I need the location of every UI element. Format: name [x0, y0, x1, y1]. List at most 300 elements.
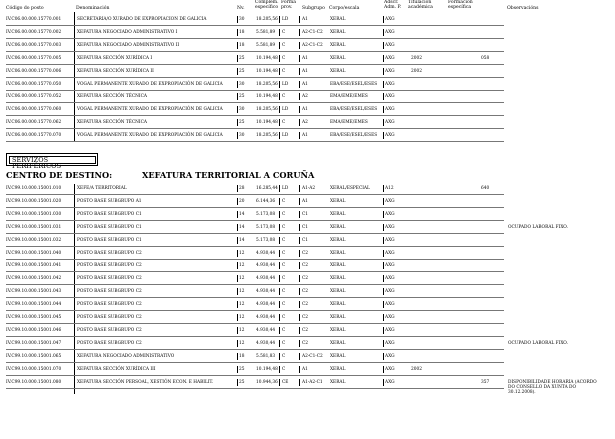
cell-border [383, 353, 384, 360]
lib-designation-box [296, 132, 303, 138]
cell-border [237, 106, 238, 113]
header-forma-line2: prov. [281, 5, 293, 10]
cell-nv: 12 [239, 340, 245, 346]
header-complemento [255, 0, 279, 10]
lib-designation-box [296, 81, 303, 87]
cell-border [383, 288, 384, 295]
cell-fp: C [282, 120, 286, 126]
lib-designation-box [296, 106, 303, 112]
cell-border [299, 288, 300, 295]
cell-nv: 12 [239, 315, 245, 320]
cell-corpo: XERAL [330, 237, 346, 243]
cell-border [279, 211, 280, 218]
cell-fp: C [282, 340, 286, 346]
cell-corpo: EMA/EME/EMES [330, 120, 368, 126]
cell-adscr: AXG [385, 198, 395, 204]
header-titulacion [408, 0, 433, 10]
cell-border [299, 366, 300, 373]
cell-border [299, 301, 300, 308]
cell-border [299, 198, 300, 205]
cell-adscr: AXG [385, 133, 395, 139]
cell-name: POSTO BASE SUBGRUPO C2 [77, 276, 142, 282]
cell-code: IV.C06.00.000.15770.062 [6, 120, 62, 126]
cell-border [299, 327, 300, 334]
cell-border [279, 29, 280, 36]
cell-name: XEFATURA SECCIÓN XURÍDICA I [77, 55, 153, 61]
cell-border [383, 224, 384, 231]
cell-sg: A1 [302, 366, 308, 372]
cell-nv: 18 [239, 29, 245, 35]
cell-fp: LD [282, 133, 289, 139]
cell-border [383, 327, 384, 334]
cell-adscr: AXG [385, 107, 395, 113]
cell-ce: 10.944,36 [256, 379, 278, 385]
row-divider [6, 388, 504, 389]
cell-border [383, 250, 384, 257]
cell-adscr: AXG [385, 263, 395, 269]
cell-border [279, 237, 280, 244]
cell-corpo: XERAL/ESPECIAL [330, 186, 370, 191]
cell-border [383, 379, 384, 386]
cell-border [279, 366, 280, 373]
cell-corpo: XERAL [330, 198, 346, 204]
cell-fp: C [282, 353, 286, 359]
cell-sg: A2-C1-C2 [302, 353, 323, 359]
cell-fp: C [282, 224, 286, 230]
cell-fp: CE [282, 379, 289, 385]
cell-ce: 4.930,44 [256, 263, 276, 269]
cell-form: 640 [481, 186, 490, 191]
cell-border [279, 55, 280, 62]
header-observacions: Observacións [507, 6, 539, 11]
cell-name: XEFATURA SECCIÓN XURÍDICA II [77, 68, 154, 74]
cell-border [383, 132, 384, 139]
cell-border [383, 275, 384, 282]
cell-code: IV.C99.10.000.15001.080 [6, 379, 62, 385]
cell-adscr: AXG [385, 250, 395, 256]
lib-designation-box [296, 16, 303, 22]
cell-border [299, 237, 300, 244]
cell-ce: 6.144,36 [256, 198, 276, 204]
cell-border [279, 353, 280, 360]
cell-ce: 18.205,56 [256, 17, 278, 22]
cell-border [279, 93, 280, 100]
cell-ce: 10.194,48 [256, 94, 278, 100]
cell-border [237, 42, 238, 49]
cell-border [237, 340, 238, 347]
cell-fp: LD [282, 107, 289, 113]
cell-border [237, 250, 238, 257]
row-divider [6, 90, 504, 91]
cell-sg: C2 [302, 263, 309, 269]
cell-adscr: AXG [385, 276, 395, 282]
cell-name: POSTO BASE SUBGRUPO C2 [77, 289, 142, 295]
cell-border [299, 262, 300, 269]
cell-fp: C [282, 42, 286, 48]
header-complemento-line1: Complem. [255, 0, 279, 5]
cell-border [383, 198, 384, 205]
cell-adscr: AXG [385, 29, 395, 35]
cell-border [279, 224, 280, 231]
cell-nv: 18 [239, 42, 245, 48]
cell-border [383, 185, 384, 192]
cell-border [279, 288, 280, 295]
cell-border [237, 366, 238, 373]
cell-corpo: XERAL [330, 42, 346, 48]
cell-border [279, 198, 280, 205]
cell-border [383, 314, 384, 321]
cell-adscr: AXG [385, 68, 395, 74]
cell-border [299, 93, 300, 100]
cell-form: 357 [481, 379, 490, 385]
cell-fp: C [282, 198, 286, 204]
cell-corpo: XERAL [330, 302, 346, 308]
cell-name: POSTO BASE SUBGRUPO C2 [77, 315, 142, 320]
cell-code: IV.C06.00.000.15770.003 [6, 42, 62, 48]
cell-nv: 12 [239, 302, 245, 308]
cell-fp: LD [282, 17, 289, 22]
row-divider [6, 194, 504, 195]
cell-sg: C2 [302, 315, 309, 320]
cell-sg: A2 [302, 94, 308, 100]
cell-nv: 25 [239, 120, 245, 126]
cell-border [237, 262, 238, 269]
cell-adscr: AXG [385, 327, 395, 333]
cell-name: POSTO BASE SUBGRUPO C2 [77, 263, 142, 269]
cell-border [237, 119, 238, 126]
cell-border [237, 314, 238, 321]
header-forma-line1: Forma [281, 0, 296, 5]
cell-code: IV.C99.10.000.15001.045 [6, 315, 62, 320]
cell-border [237, 68, 238, 75]
cell-adscr: AXG [385, 366, 395, 372]
row-divider [6, 233, 504, 234]
cell-code: IV.C06.00.000.15770.002 [6, 29, 62, 35]
cell-nv: 25 [239, 68, 245, 74]
cell-border [383, 68, 384, 75]
cell-border [237, 81, 238, 88]
cell-ce: 4.930,44 [256, 302, 276, 308]
cell-ce: 4.930,44 [256, 289, 276, 295]
header-formacion-line2: específica [448, 5, 472, 10]
cell-name: POSTO BASE SUBGRUPO C1 [77, 237, 142, 243]
cell-sg: A1 [302, 55, 308, 61]
cell-sg: A2-C1-C2 [302, 42, 323, 48]
cell-border [383, 81, 384, 88]
cell-ce: 18.205,56 [256, 81, 278, 87]
row-divider [6, 25, 504, 26]
cell-border [237, 29, 238, 36]
cell-border [299, 55, 300, 62]
cell-nv: 12 [239, 250, 245, 256]
cell-code: IV.C99.10.000.15001.032 [6, 237, 62, 243]
cell-code: IV.C99.10.000.15001.020 [6, 198, 62, 204]
cell-corpo: EMA/EME/EMES [330, 94, 368, 100]
cell-border [383, 42, 384, 49]
cell-nv: 14 [239, 237, 245, 243]
cell-border [279, 68, 280, 75]
header-formacion-line1: Formación [448, 0, 473, 5]
cell-fp: C [282, 327, 286, 333]
cell-nv: 12 [239, 276, 245, 282]
header-forma [281, 0, 296, 10]
cell-border [279, 340, 280, 347]
cell-sg: C1 [302, 224, 309, 230]
cell-adscr: A12 [385, 186, 394, 191]
cell-adscr: AXG [385, 94, 395, 100]
cell-code: IV.C06.00.000.15770.050 [6, 81, 62, 87]
cell-fp: C [282, 276, 286, 282]
cell-adscr: AXG [385, 340, 395, 346]
cell-nv: 12 [239, 263, 245, 269]
cell-border [299, 224, 300, 231]
cell-corpo: XERAL [330, 379, 346, 385]
cell-corpo: XERAL [330, 29, 346, 35]
cell-border [299, 29, 300, 36]
cell-code: IV.C06.00.000.15770.005 [6, 55, 62, 61]
row-divider [6, 141, 504, 142]
cell-adscr: AXG [385, 224, 395, 230]
header-subgrupo: Subgrupo [302, 6, 325, 11]
cell-fp: C [282, 263, 286, 269]
cell-border [383, 340, 384, 347]
cell-tit: 2002 [411, 55, 422, 61]
cell-corpo: XERAL [330, 211, 346, 217]
cell-ce: 4.930,44 [256, 340, 276, 346]
cell-sg: A1 [302, 68, 308, 74]
cell-name: XEFE/A TERRITORIAL [77, 186, 127, 191]
cell-ce: 5.581,89 [256, 29, 276, 35]
cell-border [237, 93, 238, 100]
cell-corpo: XERAL [330, 17, 346, 22]
cell-name: POSTO BASE SUBGRUPO C2 [77, 250, 142, 256]
section-heading-box [6, 153, 98, 170]
centro-value: XEFATURA TERRITORIAL A CORUÑA [142, 170, 315, 180]
cell-nv: 25 [239, 366, 245, 372]
cell-sg: A1 [302, 133, 308, 139]
cell-name: POSTO BASE SUBGRUPO C2 [77, 302, 142, 308]
cell-adscr: AXG [385, 302, 395, 308]
cell-name: VOGAL PERMANENTE XURADO DE EXPROPIACIÓN DE GALICIA [77, 133, 223, 139]
cell-border [279, 132, 280, 139]
cell-fp: C [282, 94, 286, 100]
cell-fp: LD [282, 81, 289, 87]
row-divider [6, 336, 504, 337]
row-divider [6, 284, 504, 285]
cell-border [237, 55, 238, 62]
cell-border [299, 379, 300, 386]
cell-adscr: AXG [385, 379, 395, 385]
cell-fp: LD [282, 186, 289, 191]
cell-corpo: EBA/ESE/ESEL/ESES [330, 107, 378, 113]
cell-obs: OCUPADO LABORAL FIXO. [508, 340, 568, 346]
cell-border [299, 42, 300, 49]
cell-nv: 20 [239, 198, 245, 204]
row-divider [6, 271, 504, 272]
cell-code: IV.C99.10.000.15001.030 [6, 211, 62, 217]
cell-border [279, 16, 280, 23]
cell-border [237, 198, 238, 205]
cell-ce: 5.173,08 [256, 237, 276, 243]
cell-code: IV.C99.10.000.15001.040 [6, 250, 62, 256]
row-divider [6, 102, 504, 103]
cell-border [299, 314, 300, 321]
cell-sg: A1-A2 [302, 186, 316, 191]
cell-name: POSTO BASE SUBGRUPO C1 [77, 211, 142, 217]
cell-border [383, 301, 384, 308]
cell-code: IV.C99.10.000.15001.070 [6, 366, 62, 372]
cell-nv: 14 [239, 211, 245, 217]
cell-border [279, 106, 280, 113]
cell-ce: 10.194,48 [256, 68, 278, 74]
cell-code: IV.C06.00.000.15770.001 [6, 17, 62, 22]
cell-adscr: AXG [385, 42, 395, 48]
cell-corpo: XERAL [330, 366, 346, 372]
cell-ce: 4.930,44 [256, 276, 276, 282]
cell-fp: C [282, 237, 286, 243]
cell-nv: 28 [239, 186, 245, 191]
header-formacion [448, 0, 473, 10]
cell-border [299, 275, 300, 282]
cell-code: IV.C99.10.000.15001.031 [6, 224, 62, 230]
cell-border [383, 29, 384, 36]
cell-name: POSTO BASE SUBGRUPO C2 [77, 340, 142, 346]
cell-border [383, 211, 384, 218]
cell-fp: C [282, 289, 286, 295]
cell-adscr: AXG [385, 237, 395, 243]
header-nivel: Nv. [237, 6, 245, 11]
cell-corpo: XERAL [330, 55, 346, 61]
row-divider [6, 349, 504, 350]
cell-code: IV.C99.10.000.15001.010 [6, 186, 62, 191]
cell-fp: C [282, 315, 286, 320]
cell-code: IV.C99.10.000.15001.043 [6, 289, 62, 295]
cell-corpo: EBA/ESE/ESEL/ESES [330, 133, 378, 139]
cell-fp: C [282, 302, 286, 308]
cell-border [279, 185, 280, 192]
cell-code: IV.C06.00.000.15770.070 [6, 133, 62, 139]
row-divider [6, 259, 504, 260]
cell-name: XEFATURA SECCIÓN PERSOAL, XESTIÓN ECON. E HABILIT. [77, 379, 214, 385]
cell-border [279, 42, 280, 49]
cell-name: XEFATURA NEGOCIADO ADMINISTRATIVO [77, 353, 175, 359]
cell-border [237, 16, 238, 23]
cell-code: IV.C99.10.000.15001.042 [6, 276, 62, 282]
cell-border [237, 132, 238, 139]
cell-border [237, 275, 238, 282]
cell-sg: C1 [302, 237, 309, 243]
cell-ce: 5.581,89 [256, 42, 276, 48]
cell-border [299, 68, 300, 75]
cell-nv: 25 [239, 379, 245, 385]
cell-sg: A2-C1-C2 [302, 29, 323, 35]
cell-border [383, 237, 384, 244]
cell-border [237, 288, 238, 295]
cell-border [279, 81, 280, 88]
cell-code: IV.C99.10.000.15001.041 [6, 263, 62, 269]
cell-ce: 4.930,44 [256, 315, 276, 320]
cell-border [299, 250, 300, 257]
cell-border [237, 224, 238, 231]
cell-nv: 30 [239, 133, 245, 139]
cell-adscr: AXG [385, 211, 395, 217]
cell-border [279, 250, 280, 257]
cell-code: IV.C06.00.000.15770.052 [6, 94, 62, 100]
cell-name: XEFATURA NEGOCIADO ADMINISTRATIVO II [77, 42, 180, 48]
header-codigo: Código do posto [6, 6, 44, 11]
cell-ce: 4.930,44 [256, 250, 276, 256]
cell-border [279, 379, 280, 386]
cell-fp: C [282, 29, 286, 35]
cell-ce: 5.173,08 [256, 211, 276, 217]
cell-code: IV.C99.10.000.15001.065 [6, 353, 62, 359]
cell-fp: C [282, 55, 286, 61]
header-complemento-line2: específico [255, 5, 279, 10]
cell-name: XEFATURA SECCIÓN TÉCNICA [77, 94, 148, 100]
cell-ce: 18.205,56 [256, 107, 278, 113]
cell-border [237, 327, 238, 334]
cell-ce: 18.205,56 [256, 133, 278, 139]
cell-border [279, 119, 280, 126]
header-titulacion-line2: académica [408, 5, 433, 10]
cell-nv: 18 [239, 353, 245, 359]
cell-fp: C [282, 211, 286, 217]
cell-border [299, 211, 300, 218]
cell-nv: 12 [239, 327, 245, 333]
cell-border [383, 106, 384, 113]
cell-obs: DISPONIBILIDADE HORARIA (ACORDO DO CONSELLO DA XUNTA DO 30.12.2008). [508, 379, 597, 395]
cell-sg: C1 [302, 211, 309, 217]
cell-border [299, 340, 300, 347]
cell-code: IV.C06.00.000.15770.006 [6, 68, 62, 74]
cell-border [279, 301, 280, 308]
cell-ce: 10.194,48 [256, 120, 278, 126]
centro-label: CENTRO DE DESTINO: [6, 170, 113, 180]
cell-corpo: XERAL [330, 68, 346, 74]
cell-sg: A1-A2-C1 [302, 379, 323, 385]
cell-border [237, 211, 238, 218]
section-heading: SERVIZOS PERIFÉRICOS [9, 156, 96, 164]
cell-adscr: AXG [385, 315, 395, 320]
cell-name: VOGAL PERMANENTE XURADO DE EXPROPIACIÓN DE GALICIA [77, 107, 223, 113]
cell-border [383, 366, 384, 373]
cell-adscr: AXG [385, 120, 395, 126]
row-divider [6, 220, 504, 221]
cell-nv: 30 [239, 81, 245, 87]
cell-sg: A1 [302, 17, 308, 22]
cell-code: IV.C99.10.000.15001.044 [6, 302, 62, 308]
cell-obs: OCUPADO LABORAL FIXO. [508, 224, 568, 230]
cell-nv: 25 [239, 94, 245, 100]
cell-form: 058 [481, 55, 490, 61]
row-divider [6, 310, 504, 311]
cell-name: POSTO BASE SUBGRUPO C1 [77, 224, 142, 230]
row-divider [6, 207, 504, 208]
cell-nv: 30 [239, 107, 245, 113]
cell-name: XEFATURA NEGOCIADO ADMINISTRATIVO I [77, 29, 178, 35]
row-divider [6, 323, 504, 324]
cell-border [299, 353, 300, 360]
cell-nv: 12 [239, 289, 245, 295]
cell-sg: A2 [302, 120, 308, 126]
cell-border [237, 301, 238, 308]
cell-fp: C [282, 366, 286, 372]
cell-border [279, 262, 280, 269]
cell-fp: C [282, 250, 286, 256]
row-divider [6, 128, 504, 129]
cell-name: SECRETARIA/O XURADO DE EXPROPIACION DE GALICIA [77, 17, 207, 22]
cell-border [279, 275, 280, 282]
